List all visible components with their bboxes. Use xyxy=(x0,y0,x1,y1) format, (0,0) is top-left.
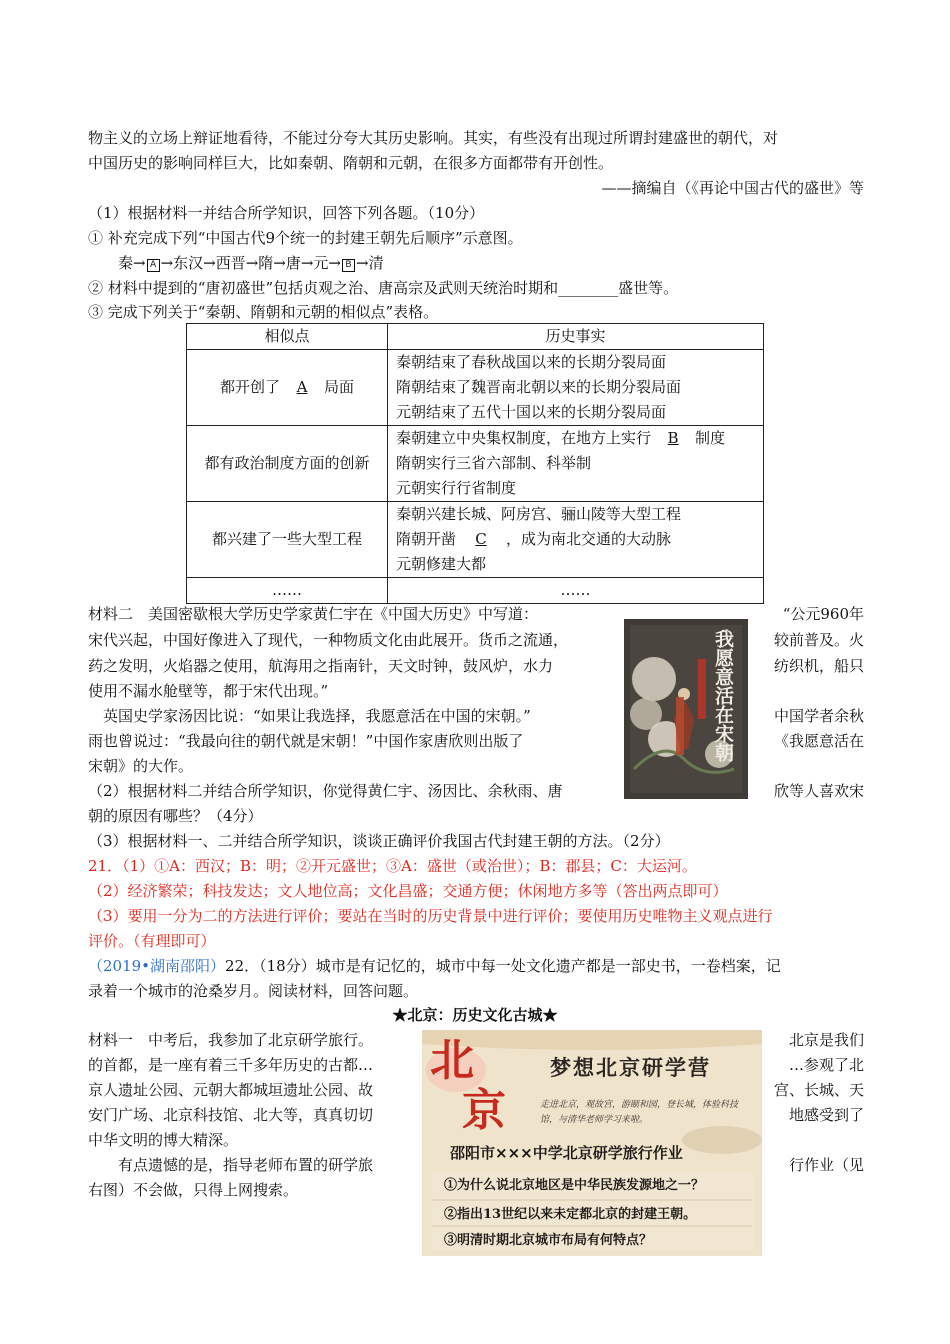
question-1-sub-2: ② 材料中提到的“唐初盛世”包括贞观之治、唐高宗及武则天统治时期和________盛世等。 xyxy=(88,279,679,297)
beijing-line-right: …参观了北 xyxy=(788,1056,864,1074)
poster-char-jing: 京 xyxy=(462,1085,506,1136)
table-row xyxy=(187,426,764,502)
beijing-line: 有点遗憾的是，指导老师布置的研学旅 xyxy=(88,1156,374,1174)
blank-a: A xyxy=(296,378,308,396)
fact-line: 秦朝兴建长城、阿房宫、骊山陵等大型工程 xyxy=(396,505,682,523)
fact-text: 秦朝建立中央集权制度，在地方上实行 xyxy=(396,429,652,447)
blank-b: B xyxy=(667,429,679,447)
poster-char-bei: 北 xyxy=(430,1035,474,1086)
table-cell-facts xyxy=(388,350,764,426)
fact-text: ，成为南北交通的大动脉 xyxy=(506,530,672,548)
material-2-line: 使用不漏水舱壁等，都于宋代出现。” xyxy=(88,682,329,700)
question-2-line: （2）根据材料二并结合所学知识，你觉得黄仁宇、汤因比、余秋雨、唐 xyxy=(88,782,563,800)
fact-text: 隋朝开凿 xyxy=(396,530,457,548)
answer-line: （2）经济繁荣；科技发达；文人地位高；文化昌盛；交通方便；休闲地方多等（答出两点即可） xyxy=(88,882,728,900)
question-2-line: 朝的原因有哪些？（4分） xyxy=(88,807,263,825)
material-2-line-right: 纺织机，船只 xyxy=(773,657,864,675)
fact-line: 秦朝结束了春秋战国以来的长期分裂局面 xyxy=(396,353,667,371)
material-2-line: 英国史学家汤因比说：“如果让我选择，我愿意活在中国的宋朝。” xyxy=(88,707,531,725)
material-2-line: 材料二 美国密歇根大学历史学家黄仁宇在《中国大历史》中写道： xyxy=(88,605,539,623)
question-3: （3）根据材料一、二并结合所学知识，谈谈正确评价我国古代封建王朝的方法。（2分） xyxy=(88,832,670,850)
poster-question: ②指出13世纪以来未定都北京的封建王朝。 xyxy=(444,1207,697,1222)
beijing-line-right: 北京是我们 xyxy=(788,1031,864,1049)
question-1-heading: （1）根据材料一并结合所学知识，回答下列各题。（10分） xyxy=(88,204,485,222)
fact-line xyxy=(396,527,763,552)
table-cell-label: 都有政治制度方面的创新 xyxy=(187,426,388,502)
table-cell-facts xyxy=(388,426,764,502)
material-2-line-right: “公元960年 xyxy=(782,605,864,623)
table-cell-label: 都兴建了一些大型工程 xyxy=(187,502,388,578)
cell-text: 局面 xyxy=(324,378,355,396)
material-2-line-right: 《我愿意活在 xyxy=(773,732,864,750)
fact-line xyxy=(396,426,763,451)
sequence-box-a: A xyxy=(147,259,160,272)
blank-c: C xyxy=(475,530,487,548)
beijing-line-right: 宫、长城、天 xyxy=(773,1081,864,1099)
beijing-line: 的首都，是一座有着三千多年历史的古都… xyxy=(88,1056,374,1074)
fact-line: 隋朝实行三省六部制、科举制 xyxy=(396,454,592,472)
book-title: 我愿意活在宋朝 xyxy=(712,629,734,762)
poster-homework-title: 邵阳市×××中学北京研学旅行作业 xyxy=(450,1144,683,1162)
question-text: 22．（18分）城市是有记忆的，城市中每一处文化遗产都是一部史书，一卷档案，记 xyxy=(225,957,781,975)
dynasty-sequence xyxy=(118,253,384,273)
answer-line: 21．（1）①A：西汉；B：明；②开元盛世；③A：盛世（或治世）；B：郡县；C：大运河。 xyxy=(88,857,697,875)
book-cover-image xyxy=(624,619,748,799)
poster-question: ①为什么说北京地区是中华民族发源地之一？ xyxy=(444,1178,705,1193)
answer-line: （3）要用一分为二的方法进行评价；要站在当时的历史背景中进行评价；要使用历史唯物主义观点进行 xyxy=(88,907,773,925)
sequence-text: →清 xyxy=(356,254,384,272)
study-tour-poster xyxy=(422,1030,762,1256)
fact-text: 制度 xyxy=(695,429,726,447)
fact-line: 元朝实行行省制度 xyxy=(396,479,517,497)
similarity-table xyxy=(186,323,764,604)
table-cell-facts xyxy=(388,502,764,578)
sequence-text: 秦→ xyxy=(118,254,146,272)
beijing-line: 右图）不会做，只得上网搜索。 xyxy=(88,1181,299,1199)
beijing-line: 京人遗址公园、元朝大都城垣遗址公园、故 xyxy=(88,1081,374,1099)
sequence-text: →东汉→西晋→隋→唐→元→ xyxy=(160,254,341,272)
beijing-line: 中华文明的博大精深。 xyxy=(88,1131,239,1149)
question-22-line xyxy=(88,956,781,976)
answer-line: 评价。（有理即可） xyxy=(88,932,216,950)
material-2-line: 药之发明，火焰器之使用，航海用之指南针，天文时钟，鼓风炉，水力 xyxy=(88,657,554,675)
material-2-line: 雨也曾说过：“我最向往的朝代就是宋朝！”中国作家唐欣则出版了 xyxy=(88,732,524,750)
table-cell-facts: …… xyxy=(388,578,764,604)
question-1-sub-3: ③ 完成下列关于“秦朝、隋朝和元朝的相似点”表格。 xyxy=(88,303,439,321)
beijing-line-right: 地感受到了 xyxy=(788,1106,864,1124)
table-header: 历史事实 xyxy=(388,324,764,350)
cell-text: 都开创了 xyxy=(219,378,280,396)
poster-tagline xyxy=(540,1098,740,1128)
beijing-line: 安门广场、北京科技馆、北大等，真真切切 xyxy=(88,1106,374,1124)
fact-line: 隋朝结束了魏晋南北朝以来的长期分裂局面 xyxy=(396,378,682,396)
question-2-line-right: 欣等人喜欢宋 xyxy=(773,782,864,800)
poster-camp-title: 梦想北京研学营 xyxy=(550,1055,711,1080)
material-2-line-right: 较前普及。火 xyxy=(773,631,864,649)
material-2-line-right: 中国学者余秋 xyxy=(773,707,864,725)
material-2-line: 宋朝》的大作。 xyxy=(88,757,194,775)
table-row xyxy=(187,578,764,604)
fact-line: 元朝结束了五代十国以来的长期分裂局面 xyxy=(396,403,667,421)
question-22-line: 录着一个城市的沧桑岁月。阅读材料，回答问题。 xyxy=(88,982,419,1000)
passage-line: 物主义的立场上辩证地看待，不能过分夸大其历史影响。其实，有些没有出现过所谓封建盛世的朝代，对 xyxy=(88,129,779,147)
table-header-row xyxy=(187,324,764,350)
question-1-sub-1: ① 补充完成下列“中国古代9个统一的封建王朝先后顺序”示意图。 xyxy=(88,229,523,247)
poster-tagline-line: 走进北京，观故宫，游颐和园，登长城，体验科技 xyxy=(540,1100,739,1110)
table-row xyxy=(187,502,764,578)
passage-line: 中国历史的影响同样巨大，比如秦朝、隋朝和元朝，在很多方面都带有开创性。 xyxy=(88,154,614,172)
material-2-line: 宋代兴起，中国好像进入了现代，一种物质文化由此展开。货币之流通， xyxy=(88,631,569,649)
poster-tagline-line: 馆，与清华老师学习来啦。 xyxy=(540,1115,649,1125)
table-header: 相似点 xyxy=(187,324,388,350)
fact-line: 元朝修建大都 xyxy=(396,555,487,573)
beijing-line: 材料一 中考后，我参加了北京研学旅行。 xyxy=(88,1031,374,1049)
table-row xyxy=(187,350,764,426)
question-source: （2019•湖南邵阳） xyxy=(88,957,226,975)
section-title: ★北京：历史文化古城★ xyxy=(392,1006,558,1024)
table-cell-label xyxy=(187,350,388,426)
table-cell-label: …… xyxy=(187,578,388,604)
poster-question: ③明清时期北京城市布局有何特点？ xyxy=(444,1233,653,1248)
beijing-line-right: 行作业（见 xyxy=(788,1156,864,1174)
sequence-box-b: B xyxy=(342,259,355,272)
passage-source: ——摘编自（《再论中国古代的盛世》等 xyxy=(601,179,864,197)
